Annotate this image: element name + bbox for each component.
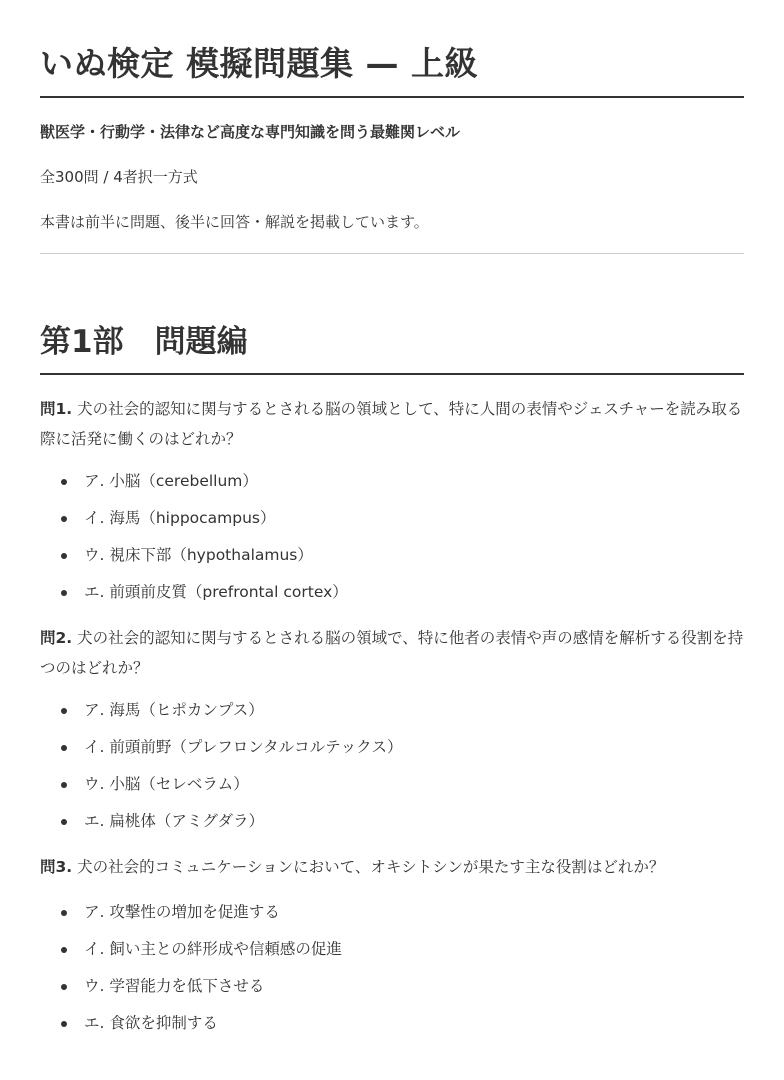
bullet-icon (61, 947, 67, 953)
question-number: 問3. (40, 858, 73, 876)
option-text: イ. 海馬（hippocampus） (84, 509, 276, 527)
question-text: 犬の社会的認知に関与するとされる脳の領域で、特に他者の表情や声の感情を解析する役割を持つのはどれか？ (40, 629, 744, 677)
bullet-icon (61, 782, 67, 788)
part-divider (40, 373, 744, 375)
option-item (40, 729, 740, 766)
bullet-icon (61, 910, 67, 916)
bullet-icon (61, 745, 67, 751)
option-item (40, 1005, 740, 1042)
option-text: イ. 飼い主との絆形成や信頼感の促進 (84, 940, 342, 958)
bullet-icon (61, 553, 67, 559)
intro-divider (40, 253, 744, 254)
bullet-icon (61, 819, 67, 825)
option-item (40, 803, 740, 840)
page-title: いぬ検定 模擬問題集 — 上級 (40, 44, 478, 83)
question-1-options (40, 463, 740, 611)
option-item (40, 968, 740, 1005)
bullet-icon (61, 1021, 67, 1027)
question-text: 犬の社会的コミュニケーションにおいて、オキシトシンが果たす主な役割はどれか？ (72, 858, 665, 876)
option-text: エ. 前頭前皮質（prefrontal cortex） (84, 583, 348, 601)
question-text: 犬の社会的認知に関与するとされる脳の領域として、特に人間の表情やジェスチャーを読み取る際に活発に働くのはどれか？ (40, 400, 743, 448)
option-item (40, 463, 740, 500)
book-note: 本書は前半に問題、後半に回答・解説を掲載しています。 (40, 213, 429, 231)
title-divider (40, 96, 744, 98)
question-1 (40, 394, 748, 454)
option-item (40, 894, 740, 931)
option-text: ア. 攻撃性の増加を促進する (84, 903, 280, 921)
option-text: イ. 前頭前野（プレフロンタルコルテックス） (84, 738, 403, 756)
option-item (40, 500, 740, 537)
option-text: ア. 海馬（ヒポカンプス） (84, 701, 264, 719)
bullet-icon (61, 479, 67, 485)
bullet-icon (61, 708, 67, 714)
page-subtitle: 獣医学・行動学・法律など高度な専門知識を問う最難関レベル (40, 123, 461, 141)
option-text: エ. 扁桃体（アミグダラ） (84, 812, 265, 830)
part-heading: 第1部 問題編 (40, 324, 248, 360)
option-item (40, 537, 740, 574)
option-text: ア. 小脳（cerebellum） (84, 472, 258, 490)
question-number: 問2. (40, 629, 73, 647)
option-item (40, 574, 740, 611)
bullet-icon (61, 590, 67, 596)
option-item (40, 692, 740, 729)
option-text: エ. 食欲を抑制する (84, 1014, 218, 1032)
question-2-options (40, 692, 740, 840)
bullet-icon (61, 516, 67, 522)
question-number: 問1. (40, 400, 73, 418)
bullet-icon (61, 984, 67, 990)
question-3 (40, 852, 748, 882)
option-text: ウ. 小脳（セレベラム） (84, 775, 249, 793)
question-count: 全300問 / 4者択一方式 (40, 168, 198, 186)
option-text: ウ. 視床下部（hypothalamus） (84, 546, 313, 564)
option-item (40, 931, 740, 968)
option-text: ウ. 学習能力を低下させる (84, 977, 265, 995)
option-item (40, 766, 740, 803)
question-3-options (40, 894, 740, 1042)
question-2 (40, 623, 748, 683)
